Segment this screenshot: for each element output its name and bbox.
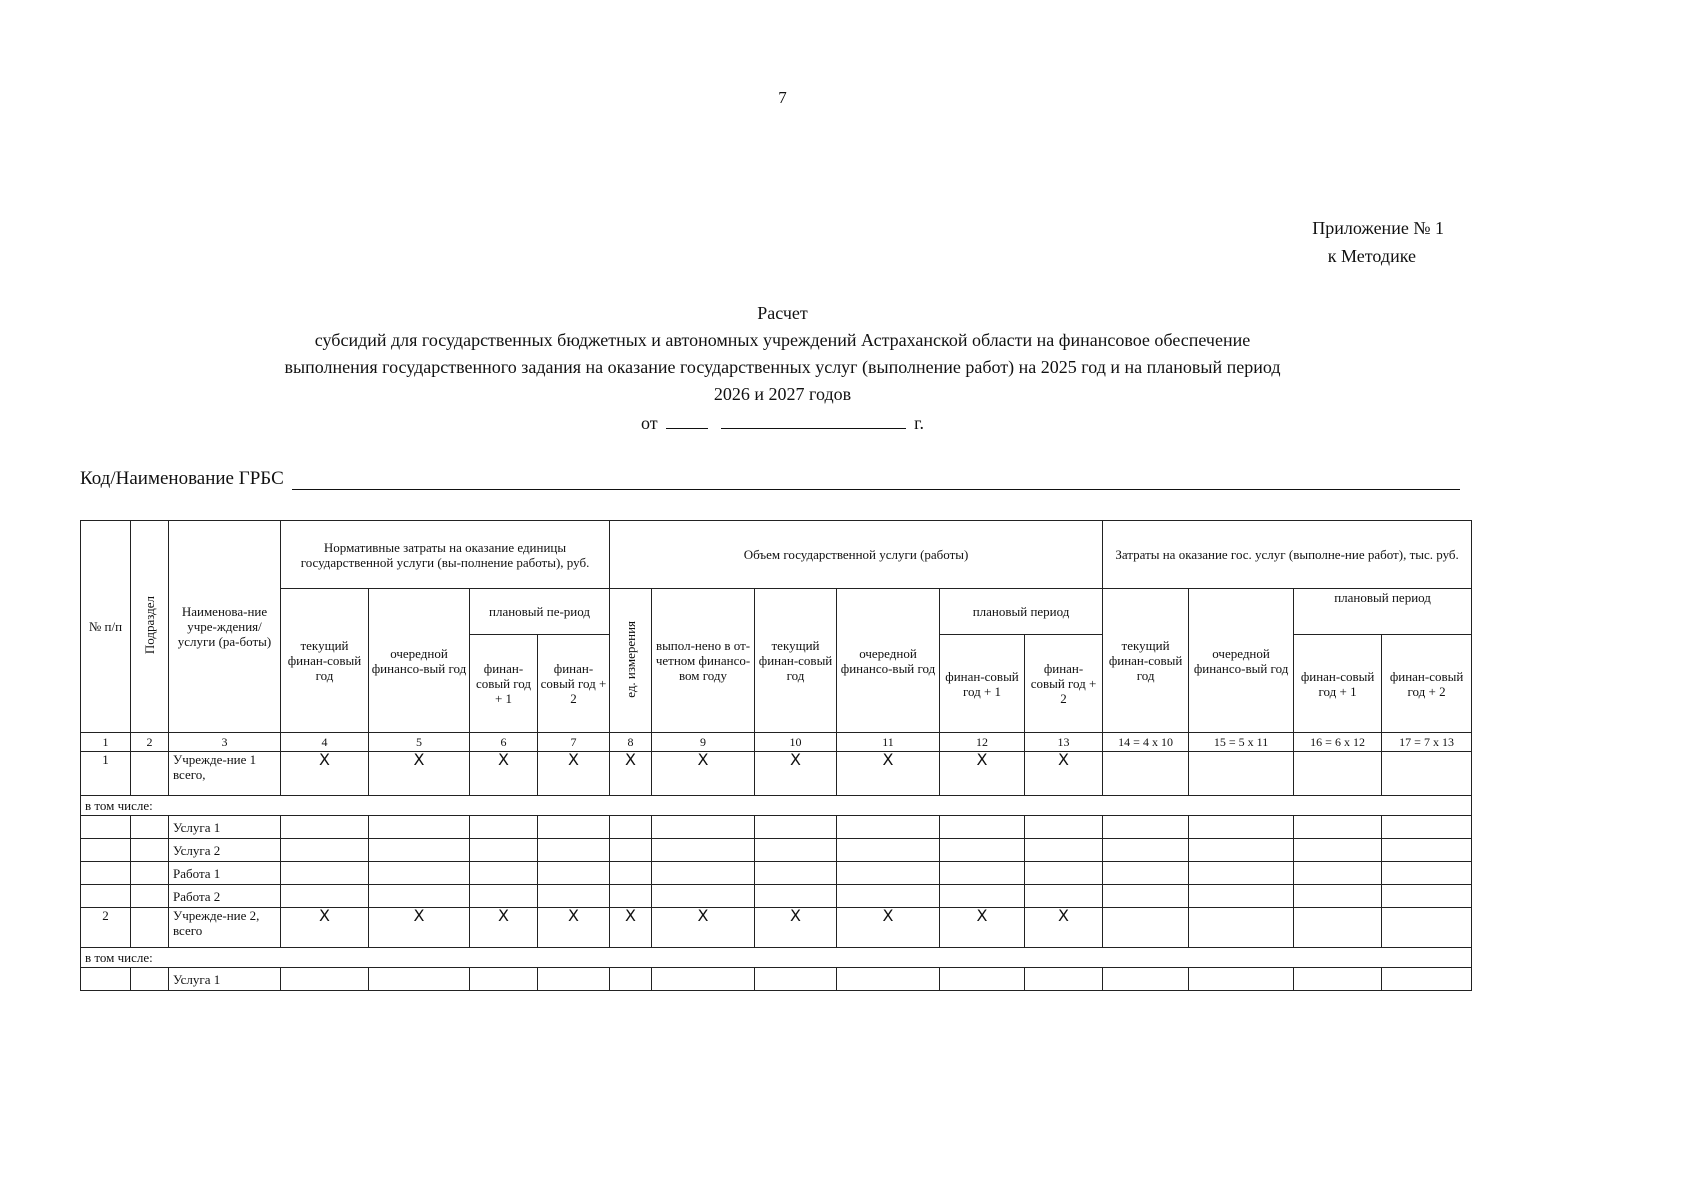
x-mark: X <box>538 752 610 796</box>
including-label: в том числе: <box>81 948 1472 968</box>
header-unit <box>610 589 652 733</box>
header-num: № п/п <box>81 521 131 733</box>
header-norm-current: текущий финан-совый год <box>281 589 369 733</box>
x-mark: X <box>610 908 652 948</box>
header-volume-next: очередной финансо-вый год <box>837 589 940 733</box>
institution-section <box>131 908 169 948</box>
x-mark: X <box>610 752 652 796</box>
header-cost-plus2: финан-совый год + 2 <box>1382 635 1472 733</box>
header-volume-plus2: финан-совый год + 2 <box>1025 635 1103 733</box>
item-row <box>81 885 1472 908</box>
header-section <box>131 521 169 733</box>
col-number: 16 = 6 x 12 <box>1294 733 1382 752</box>
x-mark: X <box>369 752 470 796</box>
x-mark: X <box>1025 908 1103 948</box>
header-section-text: Подраздел <box>142 595 157 655</box>
including-row <box>81 796 1472 816</box>
item-name: Услуга 2 <box>169 839 281 862</box>
institution-2-row <box>81 908 1472 948</box>
including-label: в том числе: <box>81 796 1472 816</box>
header-done-reporting: выпол-нено в от-четном финансо-вом году <box>652 589 755 733</box>
institution-num: 2 <box>81 908 131 948</box>
title-line-2: субсидий для государственных бюджетных и автономных учреждений Астраханской области на финансовое обеспечение <box>314 330 1251 350</box>
col-number: 1 <box>81 733 131 752</box>
header-volume-plus1: финан-совый год + 1 <box>940 635 1025 733</box>
col-number: 15 = 5 x 11 <box>1189 733 1294 752</box>
title-line-4: 2026 и 2027 годов <box>713 384 852 404</box>
header-norm-plus2: финан-совый год + 2 <box>538 635 610 733</box>
x-mark: X <box>837 752 940 796</box>
x-mark: X <box>940 752 1025 796</box>
cost-cell <box>1189 908 1294 948</box>
header-norm-next: очередной финансо-вый год <box>369 589 470 733</box>
cost-cell <box>1294 752 1382 796</box>
x-mark: X <box>652 752 755 796</box>
date-month-blank <box>721 412 906 429</box>
date-prefix: от <box>641 413 658 433</box>
col-number: 11 <box>837 733 940 752</box>
cost-cell <box>1382 752 1472 796</box>
appendix-note <box>1180 214 1444 270</box>
header-group-norm: Нормативные затраты на оказание единицы государственной услуги (вы-полнение работы), руб. <box>281 521 610 589</box>
date-suffix: г. <box>914 413 924 433</box>
x-mark: X <box>538 908 610 948</box>
x-mark: X <box>1025 752 1103 796</box>
cost-cell <box>1103 908 1189 948</box>
x-mark: X <box>470 752 538 796</box>
x-mark: X <box>837 908 940 948</box>
appendix-line-1: Приложение № 1 <box>1312 218 1444 238</box>
subsidy-table-wrap <box>80 520 1471 991</box>
col-number: 7 <box>538 733 610 752</box>
header-norm-planned: плановый пе-риод <box>470 589 610 635</box>
appendix-line-2: к Методике <box>1327 246 1416 266</box>
page-number: 7 <box>778 88 787 107</box>
col-number: 5 <box>369 733 470 752</box>
item-name: Работа 2 <box>169 885 281 908</box>
col-number: 2 <box>131 733 169 752</box>
item-name: Работа 1 <box>169 862 281 885</box>
document-title <box>80 300 1485 408</box>
x-mark: X <box>940 908 1025 948</box>
date-line <box>0 412 1565 434</box>
header-cost-next: очередной финансо-вый год <box>1189 589 1294 733</box>
item-row <box>81 968 1472 991</box>
column-number-row <box>81 733 1472 752</box>
col-number: 9 <box>652 733 755 752</box>
item-name: Услуга 1 <box>169 968 281 991</box>
x-mark: X <box>755 908 837 948</box>
item-name: Услуга 1 <box>169 816 281 839</box>
header-cost-plus1: финан-совый год + 1 <box>1294 635 1382 733</box>
item-row <box>81 816 1472 839</box>
col-number: 3 <box>169 733 281 752</box>
institution-name: Учрежде-ние 2, всего <box>169 908 281 948</box>
col-number: 10 <box>755 733 837 752</box>
col-number: 12 <box>940 733 1025 752</box>
cost-cell <box>1103 752 1189 796</box>
header-group-cost: Затраты на оказание гос. услуг (выполне-ние работ), тыс. руб. <box>1103 521 1472 589</box>
header-cost-current: текущий финан-совый год <box>1103 589 1189 733</box>
header-volume-planned: плановый период <box>940 589 1103 635</box>
header-volume-current: текущий финан-совый год <box>755 589 837 733</box>
institution-num: 1 <box>81 752 131 796</box>
item-row <box>81 862 1472 885</box>
subsidy-table <box>80 520 1472 991</box>
col-number: 13 <box>1025 733 1103 752</box>
cost-cell <box>1294 908 1382 948</box>
col-number: 4 <box>281 733 369 752</box>
grbs-line <box>80 468 1460 490</box>
title-line-1: Расчет <box>757 303 808 323</box>
header-group-volume: Объем государственной услуги (работы) <box>610 521 1103 589</box>
x-mark: X <box>281 908 369 948</box>
institution-section <box>131 752 169 796</box>
grbs-label: Код/Наименование ГРБС <box>80 468 284 489</box>
date-day-blank <box>666 412 708 429</box>
including-row <box>81 948 1472 968</box>
x-mark: X <box>652 908 755 948</box>
grbs-blank <box>292 469 1460 490</box>
cost-cell <box>1382 908 1472 948</box>
x-mark: X <box>281 752 369 796</box>
cost-cell <box>1189 752 1294 796</box>
header-norm-plus1: финан-совый год + 1 <box>470 635 538 733</box>
header-cost-planned: плановый период <box>1294 589 1472 635</box>
header-name: Наименова-ние учре-ждения/ услуги (ра-боты) <box>169 521 281 733</box>
institution-name: Учрежде-ние 1 всего, <box>169 752 281 796</box>
x-mark: X <box>755 752 837 796</box>
col-number: 14 = 4 x 10 <box>1103 733 1189 752</box>
col-number: 6 <box>470 733 538 752</box>
institution-1-row <box>81 752 1472 796</box>
col-number: 8 <box>610 733 652 752</box>
header-unit-text: ед. измерения <box>623 620 639 698</box>
x-mark: X <box>470 908 538 948</box>
col-number: 17 = 7 x 13 <box>1382 733 1472 752</box>
title-line-3: выполнения государственного задания на оказание государственных услуг (выполнение работ) на 2025 год и на плановый период <box>284 357 1281 377</box>
item-row <box>81 839 1472 862</box>
x-mark: X <box>369 908 470 948</box>
